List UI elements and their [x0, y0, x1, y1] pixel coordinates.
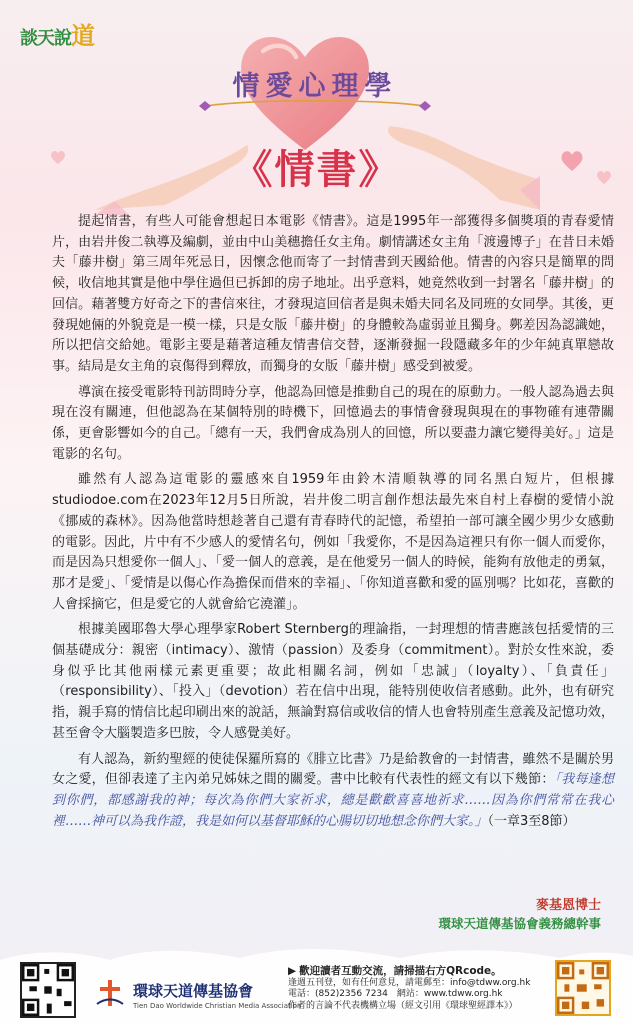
paragraph-3: 雖然有人認為這電影的靈感來自1959年由鈴木清順執導的同名黑白短片，但根據studiodoe.com在2023年12月5日所說，岩井俊二明言創作想法最先來自村上春樹的愛情小說《挪威的森林》。因為他當時想趁著自己還有青春時代的記憶，希望拍一部可讓全國少男少女感動的電影。因此，片中有不少感人的愛情名句，例如「我愛你，不是因為這裡只有你一個人而愛你，而是因為只想愛你一個人」、「愛一個人的意義，是在他愛另一個人的時候，能夠有放他走的勇氣，那才是愛」、「愛情是以傷心作為擔保而借來的幸福」、「你知道喜歡和愛的區別嗎？比如花，喜歡的人會採摘它，但是愛它的人就會給它澆灌」。: [52, 472, 614, 612]
qr-code-right[interactable]: [555, 960, 611, 1016]
contact-headline: [288, 966, 548, 978]
title-ornament: [195, 97, 435, 115]
article-body: [52, 212, 614, 837]
contact-headline-text: 歡迎讀者互動交流，請掃描右方QRcode。: [299, 965, 502, 977]
paragraph-2: 導演在接受電影特刊訪問時分享，他認為回憶是推動自己的現在的原動力。一般人認為過去與現在沒有關連，但他認為在某個特別的時機下，回憶過去的事情會發現與現在的事物確有連帶關係，更會影響如今的自己。「總有一天，我們會成為別人的回憶，所以要盡力讓它變得美好。」這是電影的名句。: [52, 384, 614, 462]
paragraph-4: 根據美國耶魯大學心理學家Robert Sternberg的理論指，一封理想的情書應該包括愛情的三個基礎成分：親密（intimacy）、激情（passion）及委身（commitment）。對於女性來說，委身似乎比其他兩樣元素更重要；故此相關名詞，例如「忠誠」（loyalty）、「負責任」（responsibility）、「投入」（devotion）若在信中出現，能特別使收信者感動。此外，也有研究指，親手寫的情信比起印刷出來的說話，無論對寫信或收信的情人也會特別產生意義及記憶功效，甚至會令大腦製造多巴胺，令人感覺美好。: [52, 622, 614, 741]
scripture-reference: （一章3至8節）: [487, 813, 576, 829]
author-name: 麥基恩博士: [535, 898, 601, 913]
paragraph-1: 提起情書，有些人可能會想起日本電影《情書》。這是1995年一部獲得多個獎項的青春愛情片，由岩井俊二執導及編劇，並由中山美穗擔任女主角。劇情講述女主角「渡邊博子」在昔日未婚夫「藤井樹」第三周年死忌日，因懷念他而寄了一封情書到天國給他。情書的內容只是簡單的問候，收信地其實是他中學住過但已拆卸的房子地址。出乎意料，她竟然收到一封署名「藤井樹」的回信。藉著雙方好奇之下的書信來往，才發現這回信者是與未婚夫同名及同班的女同學。其後，更發現她倆的外貌竟是一模一樣，只是女版「藤井樹」的身體較為虛弱並且獨身。鄸差因為認識她，所以把信交給她。電影主要是藉著這種友情書信交替，逐漸發掘一段隱藏多年的少年純真單戀故事。結局是女主角的哀傷得到釋放，而獨身的女版「藤井樹」感受到被愛。: [52, 214, 614, 374]
logo-text-dao: 道: [71, 21, 94, 50]
author-signature: [438, 894, 601, 932]
organization-block: [95, 980, 301, 1010]
paragraph-5: [52, 750, 614, 833]
column-title: 情愛心理學: [232, 71, 398, 102]
contact-line-email: 逢週五刊登，如有任何意見，請電郵至：info@tdww.org.hk: [288, 977, 531, 988]
contact-line-phone-web: 電話：(852)2356 7234 網站：www.tdww.org.hk: [288, 989, 503, 999]
qr-code-icon: [22, 964, 74, 1016]
column-logo: [20, 16, 94, 51]
contact-info: [288, 966, 548, 1012]
organization-logo-icon: [95, 978, 125, 1008]
arrow-right-icon: ▶: [288, 965, 297, 977]
paragraph-5-lead: 有人認為，新約聖經的使徒保羅所寫的《腓立比書》乃是給教會的一封情書，雖然不是關於男女之愛，但卻表達了主內弟兄姊妹之間的關愛。書中比較有代表性的經文有以下幾節：: [52, 751, 614, 788]
contact-line-disclaimer: 作者的言論不代表機構立場（經文引用《環球聖經譯本》）: [288, 1000, 518, 1011]
article-title: 《情書》: [232, 146, 401, 193]
qr-code-icon: [557, 962, 609, 1014]
scripture-quote: 「我每逢想到你們，都感謝我的神；每次為你們大家祈求，總是歡歡喜喜地祈求……因為你們常常在我心裡……神可以為我作證，我是如何以基督耶穌的心腸切切地想念你們大家。」: [52, 772, 614, 829]
organization-name-en: Tien Dao Worldwide Christian Media Association: [133, 1002, 302, 1010]
organization-name: 環球天道傳基協會: [133, 982, 254, 1000]
hero-banner: [0, 0, 633, 215]
qr-code-left[interactable]: [20, 962, 76, 1018]
author-role: 環球天道傳基協會義務總幹事: [438, 916, 601, 931]
logo-text: 談天說: [20, 28, 71, 49]
